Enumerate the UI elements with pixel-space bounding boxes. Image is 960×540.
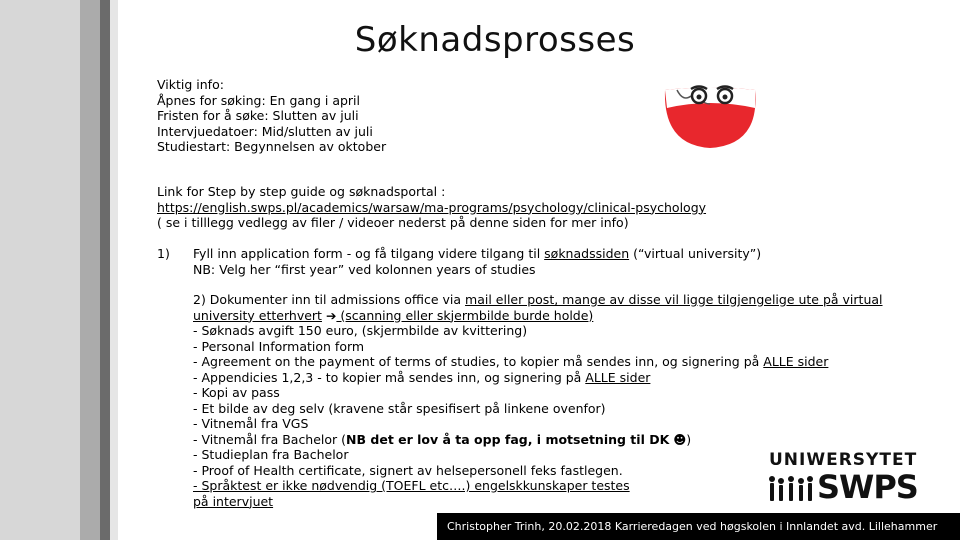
doc-item-bachelor-diploma — [193, 432, 883, 448]
footer-caption: Christopher Trinh, 20.02.2018 Karrieredagen ved høgskolen i Innlandet avd. Lillehammer — [437, 513, 960, 540]
doc-item-appendicies — [193, 370, 883, 386]
doc-item-vgs-diploma: - Vitnemål fra VGS — [193, 416, 309, 431]
info-heading: Viktig info: — [157, 77, 224, 92]
logo-main-text: SWPS — [817, 468, 918, 506]
step2-line1-pre: 2) Dokumenter inn til admissions office via — [193, 292, 466, 307]
arrow-right-icon: ➔ — [321, 307, 337, 323]
info-line-start: Studiestart: Begynnelsen av oktober — [157, 139, 387, 154]
link-note: ( se i tilllegg vedlegg av filer / videoer nederst på denne siden for mer info) — [157, 215, 629, 230]
step2-line2-underlined: university etterhvert — [193, 307, 322, 323]
step2-line2 — [193, 308, 883, 324]
upside-down-face-emoji-icon — [655, 60, 765, 150]
bachelor-post: ) — [686, 431, 692, 447]
appendicies-pre: - Appendicies 1,2,3 - to kopier må sendes inn, og signering på — [193, 369, 586, 385]
application-guide-link[interactable]: https://english.swps.pl/academics/warsaw/ma-programs/psychology/clinical-psychology — [157, 199, 707, 215]
info-block — [157, 77, 386, 155]
info-line-open: Åpnes for søking: En gang i april — [157, 92, 361, 108]
step2-line2-post: (scanning eller skjermbilde burde holde) — [336, 307, 594, 323]
people-icon — [767, 474, 815, 504]
info-line-deadline: Fristen for å søke: Slutten av juli — [157, 108, 359, 123]
application-site-link[interactable]: søknadssiden — [544, 246, 630, 261]
doc-item-study-plan: - Studieplan fra Bachelor — [193, 447, 349, 462]
doc-item-photo: - Et bilde av deg selv (kravene står spesifisert på linkene ovenfor) — [193, 400, 606, 416]
step1-line1 — [193, 246, 761, 262]
doc-item-fee: - Søknads avgift 150 euro, (skjermbilde av kvittering) — [193, 323, 528, 338]
appendicies-all-pages: ALLE sider — [585, 369, 651, 385]
step2-line1 — [193, 292, 883, 308]
agreement-pre: - Agreement on the payment of terms of studies, to kopier må sendes inn, og signering på — [193, 354, 764, 369]
doc-item-passport: - Kopi av pass — [193, 385, 280, 400]
link-block — [157, 184, 706, 231]
decor-bar-mid — [80, 0, 100, 540]
step1-line1-post: (“virtual university”) — [629, 246, 762, 261]
doc-item-personal-form: - Personal Information form — [193, 338, 365, 354]
bachelor-note: NB det er lov å ta opp fag, i motsetning til DK — [346, 431, 670, 447]
step1-text — [193, 246, 761, 277]
step1-line1-pre: Fyll inn application form - og få tilgang videre tilgang til — [193, 246, 545, 261]
doc-item-language-test-cont: på intervjuet — [193, 493, 274, 509]
bachelor-pre: - Vitnemål fra Bachelor ( — [193, 431, 347, 447]
step1-line2: NB: Velg her “first year” ved kolonnen years of studies — [193, 261, 536, 277]
decor-bar-thin — [110, 0, 118, 540]
step1-number: 1) — [157, 246, 170, 261]
slide-title: Søknadsprosses — [354, 20, 636, 60]
doc-item-language-test: - Språktest er ikke nødvendig (TOEFL etc….) engelskkunskaper testes — [193, 478, 630, 493]
doc-item-health-certificate: - Proof of Health certificate, signert av helsepersonell feks fastlegen. — [193, 462, 623, 478]
agreement-all-pages: ALLE sider — [763, 354, 829, 369]
info-line-interview: Intervjuedatoer: Mid/slutten av juli — [157, 123, 373, 139]
decor-bar-light — [0, 0, 80, 540]
step2-line1-underlined: mail eller post, mange av disse vil ligge tilgjengelige ute på virtual — [465, 292, 883, 307]
swps-logo — [765, 450, 925, 510]
logo-top-text: UNIWERSYTET — [769, 450, 918, 470]
decor-bar-dark — [100, 0, 110, 540]
link-label: Link for Step by step guide og søknadsportal : — [157, 184, 446, 199]
doc-item-agreement — [193, 354, 883, 370]
smiley-icon: ☻ — [669, 431, 687, 447]
